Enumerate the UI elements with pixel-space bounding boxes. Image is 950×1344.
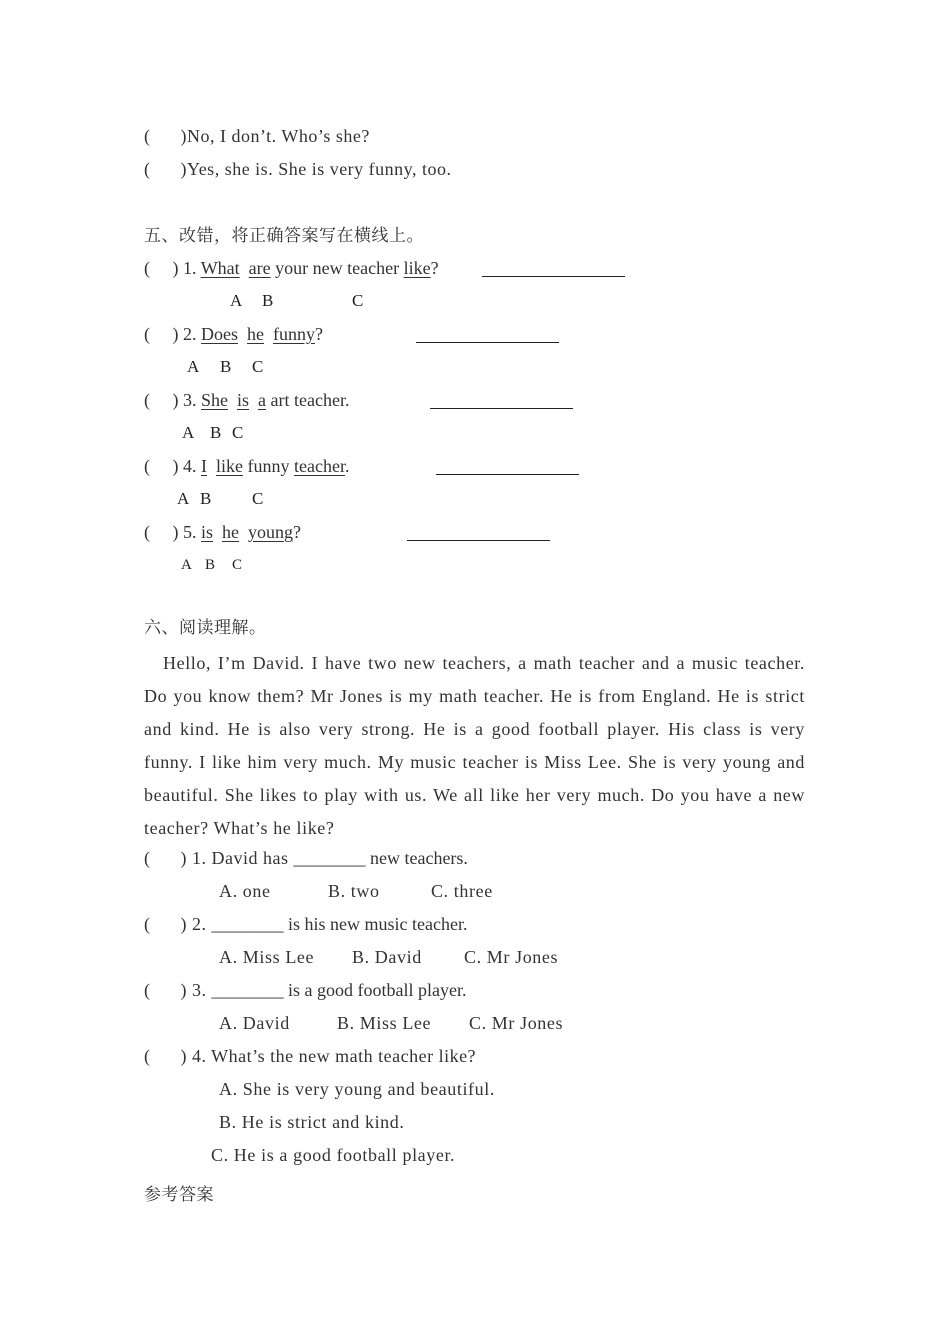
option-b[interactable]: B. He is strict and kind. [219,1112,405,1132]
letter-c: C [252,489,264,508]
fill-blank: ________ [211,980,284,1000]
dialogue-text: No, I don’t. Who’s she? [187,126,370,146]
section6-title: 六、阅读理解。 [144,618,267,638]
letter-b: B [210,423,222,442]
section5-title: 五、改错，将正确答案写在横线上。 [144,226,424,246]
error-item-5: ( ) 5. is he young? [144,522,302,542]
option-b-word: he [222,522,240,542]
fill-blank: ________ [293,848,366,868]
letter-a: A [177,489,190,508]
option-a-word: What [200,258,240,278]
question-3: ( ) 3. ________ is a good football player. [144,980,467,1000]
option-a[interactable]: A. one [219,881,271,901]
letter-c: C [232,423,244,442]
option-a[interactable]: A. David [219,1013,290,1033]
letter-a: A [181,557,192,573]
letter-a: A [182,423,195,442]
option-b-word: he [247,324,264,344]
option-c[interactable]: C. three [431,881,493,901]
letter-a: A [230,291,243,310]
error-item-4: ( ) 4. I like funny teacher. [144,456,350,476]
option-a[interactable]: A. She is very young and beautiful. [219,1079,495,1099]
option-b[interactable]: B. David [352,947,422,967]
letter-b: B [205,557,216,573]
option-c-word: a [258,390,267,410]
dialogue-line-1 [144,125,370,147]
option-a-word: She [201,390,228,410]
answer-line-3[interactable] [430,407,573,409]
option-c-word: teacher [294,456,345,476]
question-1: ( ) 1. David has ________ new teachers. [144,848,468,868]
option-b[interactable]: B. two [328,881,380,901]
answer-line-4[interactable] [436,473,579,475]
letter-c: C [252,357,264,376]
option-c-word: young [248,522,294,542]
option-b-word: like [216,456,243,476]
option-b[interactable]: B. Miss Lee [337,1013,432,1033]
letter-c: C [232,557,243,573]
answer-paren: ( ) [144,159,187,179]
option-c[interactable]: C. Mr Jones [464,947,559,967]
answer-paren: ( ) [144,126,187,146]
letter-c: C [352,291,364,310]
option-a[interactable]: A. Miss Lee [219,947,315,967]
option-c-word: like [403,258,431,278]
option-c[interactable]: C. Mr Jones [469,1013,564,1033]
error-item-3: ( ) 3. She is a art teacher. [144,390,350,410]
letter-a: A [187,357,200,376]
option-b-word: is [237,390,250,410]
option-c-word: funny [273,324,315,344]
dialogue-line-2 [144,158,452,180]
option-a-word: Does [201,324,238,344]
reading-passage: Hello, I’m David. I have two new teachers, a math teacher and a music teacher. Do you know them? Mr Jones is my math teacher. He is from England. He is strict and kind. He is also very strong. He is a good football player. His class is very funny. I like him very much. My music teacher is Miss Lee. She is very young and beautiful. She likes to play with us. We all like her very much. Do you have a new teacher? What’s he like? [144,653,805,838]
letter-b: B [200,489,212,508]
error-item-1: ( ) 1. What are your new teacher like? [144,258,439,278]
question-2: ( ) 2. ________ is his new music teacher. [144,914,468,934]
answer-line-2[interactable] [416,341,559,343]
option-b-word: are [248,258,271,278]
letter-b: B [220,357,232,376]
fill-blank: ________ [211,914,284,934]
error-item-2: ( ) 2. Does he funny? [144,324,323,344]
question-4: ( ) 4. What’s the new math teacher like? [144,1046,477,1066]
option-c[interactable]: C. He is a good football player. [211,1145,456,1165]
option-a-word: I [201,456,207,476]
option-a-word: is [201,522,214,542]
dialogue-text: Yes, she is. She is very funny, too. [187,159,452,179]
answer-line-5[interactable] [407,539,550,541]
answer-line-1[interactable] [482,275,625,277]
letter-b: B [262,291,274,310]
answer-key-heading: 参考答案 [144,1185,214,1205]
